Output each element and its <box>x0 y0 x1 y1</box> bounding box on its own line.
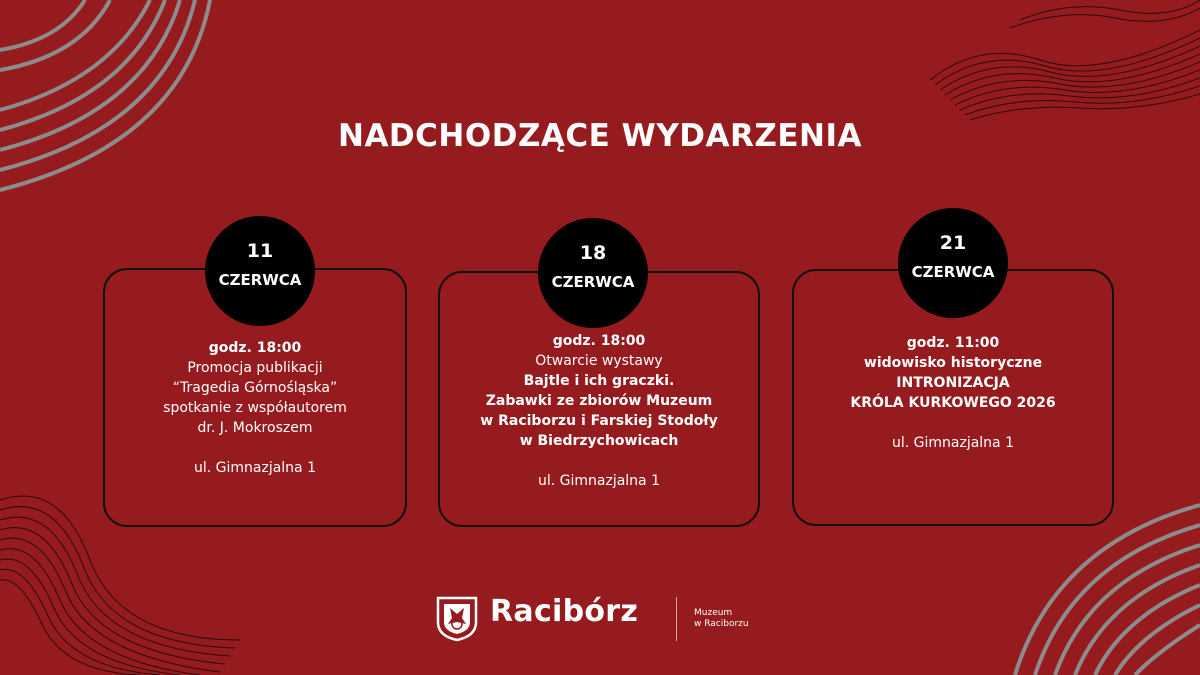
event-line: Otwarcie wystawy <box>535 353 663 369</box>
event-line: w Biedrzychowicach <box>519 433 679 449</box>
event-line: Promocja publikacji <box>187 360 323 376</box>
museum-line-2: w Raciborzu <box>694 619 749 629</box>
event-line: Bajtle i ich graczki. <box>523 373 675 389</box>
top-right-waves <box>930 0 1200 120</box>
event-line: KRÓLA KURKOWEGO 2026 <box>850 395 1056 411</box>
event-line: INTRONIZACJA <box>896 375 1010 391</box>
event-time: godz. 11:00 <box>906 335 1000 351</box>
raciborz-logo-text: Racibórz <box>490 594 639 629</box>
page-title: NADCHODZĄCE WYDARZENIA <box>338 118 862 154</box>
raciborz-crest-icon <box>436 596 478 642</box>
event-address: ul. Gimnazjalna 1 <box>193 460 316 476</box>
event-line: Zabawki ze zbiorów Muzeum <box>485 393 713 409</box>
event-line: dr. J. Mokroszem <box>197 420 313 436</box>
event-address: ul. Gimnazjalna 1 <box>891 435 1014 451</box>
event-line: spotkanie z współautorem <box>163 400 347 416</box>
event-line: widowisko historyczne <box>863 355 1043 371</box>
event-details <box>105 338 405 478</box>
badge-month: CZERWCA <box>218 271 302 289</box>
event-details <box>440 331 758 491</box>
event-line: “Tragedia Górnośląska” <box>172 380 338 396</box>
museum-line-1: Muzeum <box>694 608 733 618</box>
badge-day: 11 <box>246 240 274 262</box>
event-details <box>794 333 1112 453</box>
event-time: godz. 18:00 <box>208 340 302 356</box>
event-time: godz. 18:00 <box>552 333 646 349</box>
badge-day: 21 <box>939 232 967 254</box>
badge-month: CZERWCA <box>911 263 995 281</box>
date-badge-1 <box>205 216 315 326</box>
event-address: ul. Gimnazjalna 1 <box>537 473 660 489</box>
date-badge-2 <box>538 218 648 328</box>
bottom-right-arcs <box>1015 505 1200 675</box>
badge-month: CZERWCA <box>551 273 635 291</box>
museum-label <box>694 608 749 630</box>
top-left-arcs <box>0 0 210 190</box>
badge-day: 18 <box>579 242 607 264</box>
date-badge-3 <box>898 208 1008 318</box>
event-line: w Raciborzu i Farskiej Stodoły <box>480 413 718 429</box>
footer-divider <box>676 597 677 641</box>
